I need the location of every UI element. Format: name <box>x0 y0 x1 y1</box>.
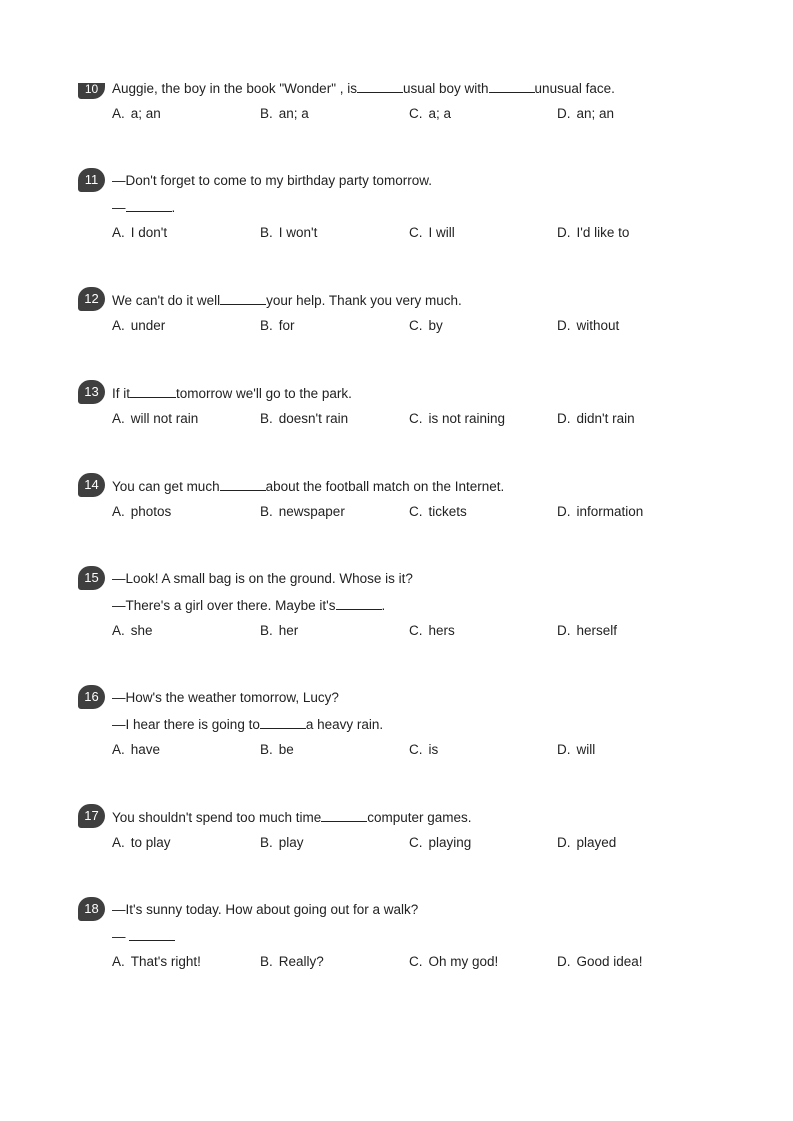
question-stem-line <box>112 808 472 827</box>
option-text: doesn't rain <box>278 411 349 426</box>
answer-option[interactable] <box>112 741 160 759</box>
option-text: I won't <box>278 225 318 240</box>
option-letter: A. <box>112 954 125 969</box>
option-text: an; an <box>576 106 615 121</box>
stem-text: — <box>112 929 130 944</box>
answer-option[interactable] <box>112 105 161 123</box>
question-number-badge <box>78 566 105 590</box>
answer-blank <box>489 79 535 93</box>
answer-option[interactable] <box>112 410 198 428</box>
option-letter: A. <box>112 742 125 757</box>
stem-text: — <box>112 200 126 215</box>
stem-text: a heavy rain. <box>305 717 384 732</box>
option-text: Oh my god! <box>428 954 499 969</box>
option-text: is <box>428 742 439 757</box>
option-text: newspaper <box>278 504 345 519</box>
option-text: I'd like to <box>576 225 630 240</box>
answer-option[interactable] <box>112 834 171 852</box>
answer-option[interactable] <box>557 622 617 640</box>
option-text: herself <box>576 623 618 638</box>
question-number: 13 <box>84 384 99 399</box>
question-number-badge <box>78 685 105 709</box>
option-text: will <box>576 742 596 757</box>
answer-blank <box>336 596 382 610</box>
answer-option[interactable] <box>260 622 298 640</box>
answer-blank <box>129 927 175 941</box>
option-letter: D. <box>557 318 571 333</box>
stem-text: —How's the weather tomorrow, Lucy? <box>112 690 339 705</box>
question-number-badge <box>78 804 105 828</box>
option-text: playing <box>428 835 472 850</box>
option-text: played <box>576 835 617 850</box>
question-stem-line <box>112 79 615 98</box>
question-stem-line <box>112 901 418 919</box>
option-letter: D. <box>557 504 571 519</box>
option-letter: A. <box>112 225 125 240</box>
answer-blank <box>220 477 266 491</box>
stem-text: —I hear there is going to <box>112 717 260 732</box>
answer-option[interactable] <box>409 953 498 971</box>
question-stem-line <box>112 198 175 217</box>
option-letter: D. <box>557 835 571 850</box>
answer-option[interactable] <box>557 224 629 242</box>
stem-text: usual boy with <box>402 81 489 96</box>
option-letter: C. <box>409 411 423 426</box>
option-letter: D. <box>557 225 571 240</box>
question-stem-line <box>112 384 352 403</box>
option-letter: D. <box>557 623 571 638</box>
question-number-badge <box>78 168 105 192</box>
question-number: 18 <box>84 901 99 916</box>
option-letter: C. <box>409 504 423 519</box>
stem-text: —It's sunny today. How about going out for a walk? <box>112 902 419 917</box>
option-letter: B. <box>260 504 273 519</box>
option-letter: A. <box>112 835 125 850</box>
option-letter: B. <box>260 742 273 757</box>
option-text: a; an <box>130 106 161 121</box>
answer-option[interactable] <box>557 741 595 759</box>
option-text: I don't <box>130 225 168 240</box>
option-letter: C. <box>409 954 423 969</box>
option-text: be <box>278 742 294 757</box>
option-letter: C. <box>409 318 423 333</box>
answer-option[interactable] <box>557 834 616 852</box>
option-letter: B. <box>260 623 273 638</box>
question-stem-line <box>112 172 432 190</box>
answer-option[interactable] <box>409 317 443 335</box>
stem-text: . <box>381 598 386 613</box>
stem-text: about the football match on the Internet. <box>265 479 505 494</box>
question-number-badge <box>78 83 105 99</box>
stem-text: unusual face. <box>534 81 615 96</box>
answer-option[interactable] <box>409 105 451 123</box>
option-text: to play <box>130 835 171 850</box>
answer-option[interactable] <box>557 503 643 521</box>
option-text: she <box>130 623 153 638</box>
question-stem-line <box>112 927 175 946</box>
option-text: for <box>278 318 295 333</box>
answer-option[interactable] <box>557 953 643 971</box>
answer-option[interactable] <box>260 224 317 242</box>
option-letter: B. <box>260 318 273 333</box>
question-number-badge <box>78 287 105 311</box>
answer-blank <box>130 384 176 398</box>
question-number: 15 <box>84 570 99 585</box>
answer-option[interactable] <box>112 953 201 971</box>
stem-text: your help. Thank you very much. <box>266 293 462 308</box>
answer-option[interactable] <box>260 410 348 428</box>
question-number-badge <box>78 473 105 497</box>
option-letter: D. <box>557 106 571 121</box>
question-number: 16 <box>84 689 99 704</box>
question-number: 11 <box>84 172 99 187</box>
option-letter: A. <box>112 106 125 121</box>
answer-option[interactable] <box>260 741 294 759</box>
question-stem-line <box>112 689 339 707</box>
option-text: That's right! <box>130 954 201 969</box>
option-letter: A. <box>112 504 125 519</box>
answer-option[interactable] <box>409 741 438 759</box>
answer-option[interactable] <box>112 622 153 640</box>
answer-option[interactable] <box>409 834 471 852</box>
answer-option[interactable] <box>409 503 467 521</box>
question-number-badge <box>78 897 105 921</box>
option-letter: A. <box>112 411 125 426</box>
option-text: didn't rain <box>576 411 635 426</box>
question-number: 12 <box>84 291 99 306</box>
answer-option[interactable] <box>409 410 505 428</box>
stem-text: —Look! A small bag is on the ground. Whose is it? <box>112 571 413 586</box>
option-letter: B. <box>260 106 273 121</box>
question-number: 14 <box>84 477 99 492</box>
answer-blank <box>260 715 306 729</box>
option-text: information <box>576 504 644 519</box>
answer-blank <box>220 291 266 305</box>
answer-option[interactable] <box>260 834 304 852</box>
option-text: her <box>278 623 299 638</box>
answer-blank <box>126 198 172 212</box>
option-letter: A. <box>112 623 125 638</box>
stem-text: We can't do it well <box>112 293 221 308</box>
answer-option[interactable] <box>112 503 171 521</box>
answer-option[interactable] <box>409 622 455 640</box>
answer-option[interactable] <box>112 224 167 242</box>
option-text: will not rain <box>130 411 199 426</box>
answer-option[interactable] <box>409 224 455 242</box>
option-text: an; a <box>278 106 309 121</box>
question-stem-line <box>112 570 413 588</box>
answer-option[interactable] <box>260 317 295 335</box>
option-text: Really? <box>278 954 324 969</box>
stem-text: You can get much <box>112 479 220 494</box>
option-letter: C. <box>409 742 423 757</box>
option-text: Good idea! <box>576 954 643 969</box>
option-text: I will <box>428 225 455 240</box>
option-text: by <box>428 318 443 333</box>
option-letter: A. <box>112 318 125 333</box>
option-text: is not raining <box>428 411 506 426</box>
option-text: without <box>576 318 620 333</box>
stem-text: Auggie, the boy in the book "Wonder" , is <box>112 81 357 96</box>
option-text: hers <box>428 623 455 638</box>
question-number: 10 <box>84 83 99 96</box>
stem-text: —Don't forget to come to my birthday party tomorrow. <box>112 173 432 188</box>
answer-option[interactable] <box>557 317 619 335</box>
option-text: under <box>130 318 166 333</box>
answer-blank <box>321 808 367 822</box>
answer-option[interactable] <box>260 105 309 123</box>
question-stem-line <box>112 715 383 734</box>
option-letter: C. <box>409 106 423 121</box>
stem-text: . <box>171 200 176 215</box>
question-number: 17 <box>84 808 99 823</box>
answer-option[interactable] <box>557 410 635 428</box>
option-letter: B. <box>260 954 273 969</box>
option-letter: D. <box>557 742 571 757</box>
question-number-badge <box>78 380 105 404</box>
stem-text: If it <box>112 386 131 401</box>
option-text: play <box>278 835 304 850</box>
option-letter: B. <box>260 411 273 426</box>
answer-option[interactable] <box>260 953 324 971</box>
option-text: have <box>130 742 161 757</box>
question-stem-line <box>112 596 385 615</box>
option-text: tickets <box>428 504 467 519</box>
option-letter: C. <box>409 623 423 638</box>
question-stem-line <box>112 291 462 310</box>
option-text: a; a <box>428 106 452 121</box>
stem-text: —There's a girl over there. Maybe it's <box>112 598 336 613</box>
option-letter: B. <box>260 835 273 850</box>
question-stem-line <box>112 477 504 496</box>
option-letter: C. <box>409 835 423 850</box>
answer-option[interactable] <box>557 105 614 123</box>
option-letter: C. <box>409 225 423 240</box>
stem-text: computer games. <box>367 810 472 825</box>
answer-option[interactable] <box>260 503 345 521</box>
stem-text: tomorrow we'll go to the park. <box>176 386 352 401</box>
answer-option[interactable] <box>112 317 165 335</box>
option-text: photos <box>130 504 172 519</box>
option-letter: D. <box>557 411 571 426</box>
answer-blank <box>357 79 403 93</box>
stem-text: You shouldn't spend too much time <box>112 810 322 825</box>
option-letter: B. <box>260 225 273 240</box>
option-letter: D. <box>557 954 571 969</box>
